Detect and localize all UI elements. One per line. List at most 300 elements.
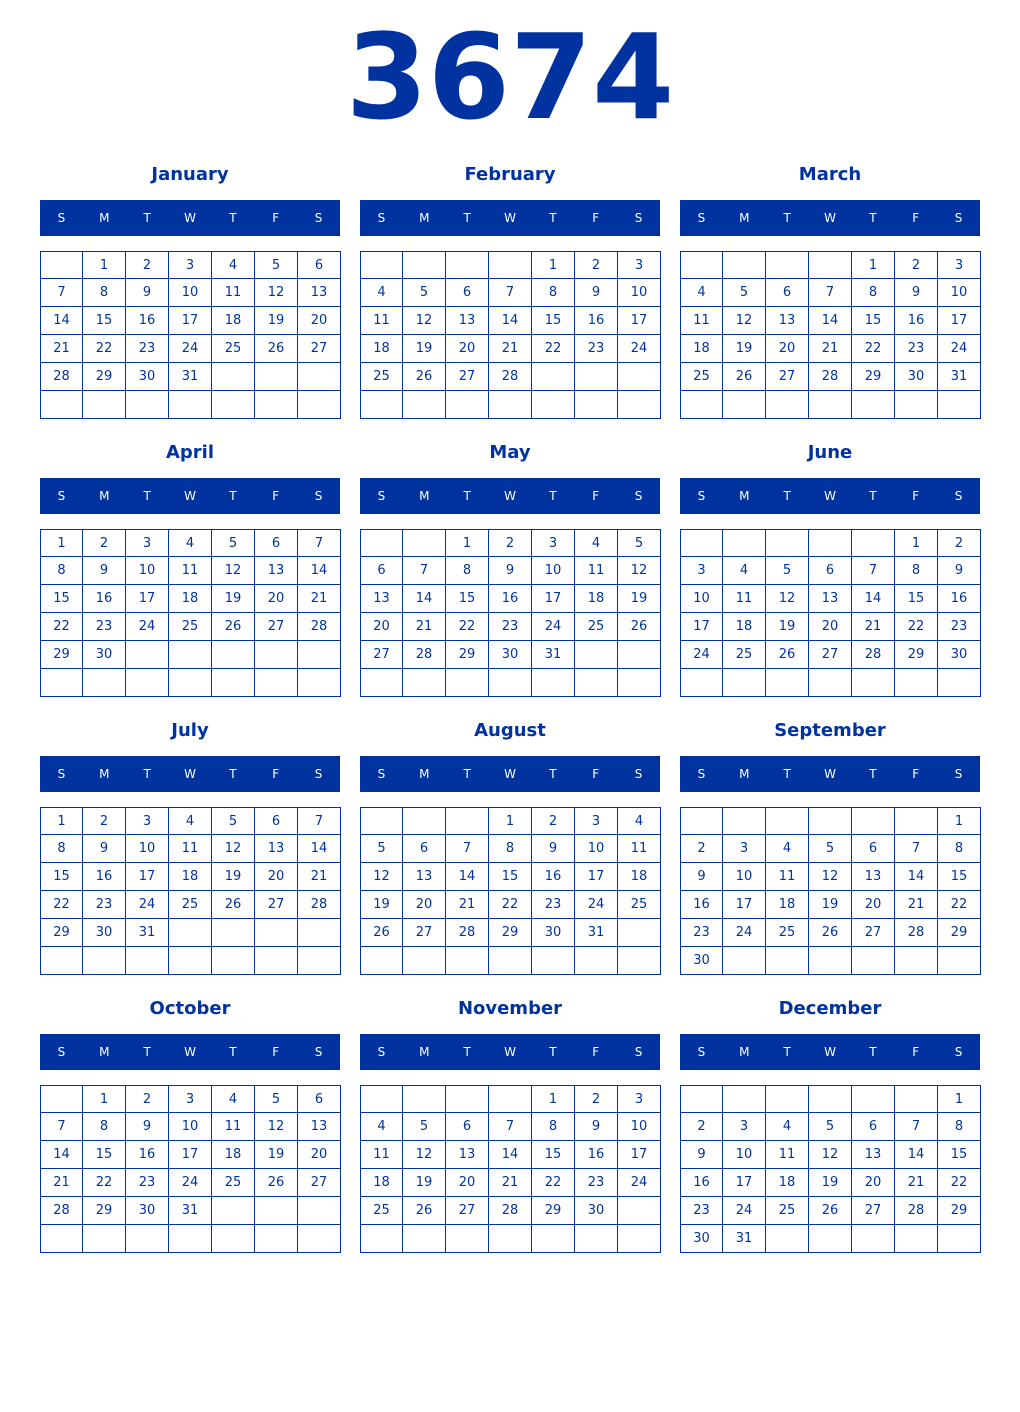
day-cell: 14 <box>852 585 895 613</box>
day-cell: 9 <box>489 557 532 585</box>
day-cell: 16 <box>575 1141 618 1169</box>
day-cell: 22 <box>938 1169 981 1197</box>
day-cell: 7 <box>895 1113 938 1141</box>
day-cell: 21 <box>40 335 83 363</box>
day-cell: 27 <box>360 641 403 669</box>
day-cell <box>489 391 532 419</box>
day-cell <box>766 1225 809 1253</box>
weekday-label: S <box>697 767 706 781</box>
day-cell <box>298 391 341 419</box>
day-cell: 4 <box>575 529 618 557</box>
day-cell: 20 <box>255 863 298 891</box>
day-cell: 22 <box>489 891 532 919</box>
weekday-label: T <box>463 489 471 503</box>
day-cell: 18 <box>169 585 212 613</box>
weekday-label: S <box>314 211 323 225</box>
day-cell: 27 <box>446 363 489 391</box>
day-cell: 12 <box>403 307 446 335</box>
day-cell: 22 <box>83 1169 126 1197</box>
day-cell: 2 <box>83 529 126 557</box>
day-cell <box>40 669 83 697</box>
day-cell <box>723 251 766 279</box>
day-cell: 28 <box>809 363 852 391</box>
day-cell: 7 <box>852 557 895 585</box>
day-cell: 25 <box>169 613 212 641</box>
weekday-label: W <box>504 767 516 781</box>
day-cell <box>618 919 661 947</box>
day-cell <box>809 669 852 697</box>
day-cell: 15 <box>938 863 981 891</box>
day-cell: 2 <box>532 807 575 835</box>
day-cell: 21 <box>895 1169 938 1197</box>
day-cell: 6 <box>852 1113 895 1141</box>
day-grid <box>40 251 341 420</box>
day-cell: 6 <box>360 557 403 585</box>
day-cell: 8 <box>83 279 126 307</box>
day-cell: 24 <box>618 1169 661 1197</box>
weekday-label: T <box>143 211 151 225</box>
weekday-label: F <box>592 1045 600 1059</box>
weekday-label: M <box>99 767 110 781</box>
day-cell: 5 <box>403 279 446 307</box>
day-cell: 10 <box>680 585 723 613</box>
weekday-label: M <box>99 211 110 225</box>
day-cell: 23 <box>83 613 126 641</box>
day-cell: 16 <box>680 891 723 919</box>
day-cell: 6 <box>298 251 341 279</box>
day-cell: 12 <box>403 1141 446 1169</box>
weekday-label: F <box>912 1045 920 1059</box>
day-cell: 10 <box>126 835 169 863</box>
day-cell <box>723 669 766 697</box>
weekday-header <box>680 478 980 514</box>
day-cell: 20 <box>809 613 852 641</box>
day-cell: 4 <box>723 557 766 585</box>
day-cell <box>618 947 661 975</box>
weekday-label: T <box>549 1045 557 1059</box>
day-cell: 21 <box>446 891 489 919</box>
day-cell: 25 <box>360 363 403 391</box>
day-cell: 4 <box>680 279 723 307</box>
day-cell <box>575 641 618 669</box>
day-cell: 20 <box>255 585 298 613</box>
day-cell: 3 <box>618 1085 661 1113</box>
day-cell: 29 <box>83 363 126 391</box>
day-cell <box>575 363 618 391</box>
day-cell: 10 <box>938 279 981 307</box>
day-cell: 8 <box>83 1113 126 1141</box>
day-cell <box>126 669 169 697</box>
day-cell <box>575 1225 618 1253</box>
day-cell <box>852 807 895 835</box>
weekday-label: T <box>783 1045 791 1059</box>
day-cell: 21 <box>852 613 895 641</box>
day-cell: 5 <box>360 835 403 863</box>
day-cell: 14 <box>298 835 341 863</box>
day-cell: 30 <box>489 641 532 669</box>
day-cell: 24 <box>169 335 212 363</box>
day-cell: 3 <box>575 807 618 835</box>
weekday-label: S <box>57 489 66 503</box>
day-cell: 7 <box>895 835 938 863</box>
day-cell <box>212 1225 255 1253</box>
day-cell: 17 <box>126 585 169 613</box>
day-cell: 19 <box>212 863 255 891</box>
day-cell: 2 <box>575 1085 618 1113</box>
day-cell: 18 <box>766 1169 809 1197</box>
day-cell: 2 <box>575 251 618 279</box>
day-cell: 4 <box>169 529 212 557</box>
day-cell: 26 <box>360 919 403 947</box>
day-cell: 23 <box>575 335 618 363</box>
month-title: May <box>489 442 531 463</box>
day-grid <box>360 251 661 420</box>
day-cell: 2 <box>938 529 981 557</box>
day-cell: 31 <box>126 919 169 947</box>
day-cell: 9 <box>895 279 938 307</box>
day-cell: 15 <box>83 307 126 335</box>
day-cell <box>532 391 575 419</box>
day-cell: 9 <box>938 557 981 585</box>
day-cell: 9 <box>680 1141 723 1169</box>
day-cell: 2 <box>126 251 169 279</box>
day-cell: 15 <box>852 307 895 335</box>
day-cell: 10 <box>532 557 575 585</box>
day-cell: 2 <box>489 529 532 557</box>
day-cell <box>212 391 255 419</box>
weekday-label: M <box>99 1045 110 1059</box>
day-cell: 30 <box>680 1225 723 1253</box>
weekday-label: T <box>229 211 237 225</box>
day-cell: 9 <box>680 863 723 891</box>
day-cell: 20 <box>446 335 489 363</box>
day-cell: 19 <box>212 585 255 613</box>
day-cell: 31 <box>169 1197 212 1225</box>
weekday-header <box>360 200 660 236</box>
day-grid <box>360 1085 661 1254</box>
day-cell: 11 <box>766 863 809 891</box>
day-cell <box>403 947 446 975</box>
weekday-label: S <box>377 767 386 781</box>
day-cell <box>895 1225 938 1253</box>
day-cell <box>446 251 489 279</box>
day-cell: 12 <box>360 863 403 891</box>
day-cell: 25 <box>575 613 618 641</box>
day-cell: 26 <box>403 1197 446 1225</box>
day-cell: 3 <box>532 529 575 557</box>
day-cell <box>809 807 852 835</box>
day-cell <box>126 1225 169 1253</box>
day-cell <box>723 391 766 419</box>
day-cell: 12 <box>255 279 298 307</box>
day-cell: 13 <box>298 1113 341 1141</box>
day-grid <box>40 1085 341 1254</box>
day-cell: 25 <box>766 1197 809 1225</box>
day-cell: 5 <box>809 835 852 863</box>
day-cell: 20 <box>403 891 446 919</box>
day-cell: 2 <box>680 835 723 863</box>
day-cell <box>766 251 809 279</box>
weekday-label: W <box>824 211 836 225</box>
day-cell: 25 <box>618 891 661 919</box>
day-cell: 30 <box>126 1197 169 1225</box>
day-cell <box>618 363 661 391</box>
day-cell: 8 <box>938 1113 981 1141</box>
day-cell <box>938 669 981 697</box>
day-cell <box>680 807 723 835</box>
day-cell: 20 <box>298 307 341 335</box>
day-cell: 19 <box>618 585 661 613</box>
day-cell <box>809 1085 852 1113</box>
weekday-label: T <box>463 1045 471 1059</box>
weekday-label: W <box>184 489 196 503</box>
day-cell: 30 <box>575 1197 618 1225</box>
day-cell: 9 <box>575 1113 618 1141</box>
day-cell <box>575 947 618 975</box>
weekday-label: T <box>869 489 877 503</box>
day-cell: 31 <box>575 919 618 947</box>
weekday-label: W <box>184 211 196 225</box>
day-cell: 28 <box>895 919 938 947</box>
day-cell: 6 <box>255 807 298 835</box>
day-cell <box>446 807 489 835</box>
day-cell <box>83 947 126 975</box>
day-cell: 27 <box>852 919 895 947</box>
day-cell <box>298 363 341 391</box>
day-cell: 9 <box>126 1113 169 1141</box>
day-cell: 17 <box>618 307 661 335</box>
day-cell: 21 <box>895 891 938 919</box>
day-cell: 8 <box>40 557 83 585</box>
day-cell <box>169 919 212 947</box>
day-cell <box>766 529 809 557</box>
day-cell: 10 <box>126 557 169 585</box>
day-cell: 24 <box>532 613 575 641</box>
day-cell: 4 <box>766 1113 809 1141</box>
day-cell <box>680 1085 723 1113</box>
weekday-label: T <box>549 489 557 503</box>
day-cell: 24 <box>723 1197 766 1225</box>
weekday-header <box>680 756 980 792</box>
day-cell <box>255 1197 298 1225</box>
day-cell: 28 <box>40 363 83 391</box>
day-cell <box>212 947 255 975</box>
day-cell: 15 <box>40 863 83 891</box>
day-cell: 28 <box>446 919 489 947</box>
day-cell: 30 <box>532 919 575 947</box>
day-cell: 9 <box>126 279 169 307</box>
day-cell: 17 <box>618 1141 661 1169</box>
day-cell: 31 <box>532 641 575 669</box>
day-cell: 29 <box>895 641 938 669</box>
day-cell: 28 <box>852 641 895 669</box>
day-cell: 19 <box>403 335 446 363</box>
day-cell <box>212 641 255 669</box>
day-cell <box>446 1225 489 1253</box>
weekday-label: F <box>912 767 920 781</box>
day-cell: 26 <box>809 919 852 947</box>
weekday-label: S <box>57 767 66 781</box>
day-cell: 5 <box>766 557 809 585</box>
day-cell <box>809 391 852 419</box>
day-cell: 18 <box>360 1169 403 1197</box>
day-cell: 12 <box>212 557 255 585</box>
day-cell <box>895 947 938 975</box>
day-cell <box>212 919 255 947</box>
day-cell: 16 <box>938 585 981 613</box>
day-cell: 5 <box>255 251 298 279</box>
day-cell <box>618 641 661 669</box>
day-cell: 11 <box>680 307 723 335</box>
month-title: December <box>778 998 882 1019</box>
day-cell <box>532 669 575 697</box>
day-cell <box>360 807 403 835</box>
day-cell: 17 <box>938 307 981 335</box>
weekday-label: T <box>869 1045 877 1059</box>
weekday-label: M <box>99 489 110 503</box>
day-cell: 25 <box>169 891 212 919</box>
day-cell <box>489 947 532 975</box>
weekday-label: S <box>697 1045 706 1059</box>
day-cell: 30 <box>126 363 169 391</box>
day-cell <box>360 669 403 697</box>
day-cell: 8 <box>895 557 938 585</box>
day-cell: 21 <box>298 585 341 613</box>
day-cell: 23 <box>532 891 575 919</box>
day-cell <box>895 1085 938 1113</box>
day-cell <box>360 1085 403 1113</box>
weekday-label: F <box>912 211 920 225</box>
day-cell: 7 <box>446 835 489 863</box>
day-cell: 20 <box>360 613 403 641</box>
day-cell: 24 <box>169 1169 212 1197</box>
weekday-label: S <box>314 767 323 781</box>
day-cell <box>575 669 618 697</box>
day-cell: 22 <box>40 891 83 919</box>
day-cell <box>403 529 446 557</box>
day-cell <box>852 1225 895 1253</box>
weekday-header <box>40 478 340 514</box>
weekday-label: S <box>634 1045 643 1059</box>
day-cell: 29 <box>446 641 489 669</box>
day-cell <box>255 391 298 419</box>
day-cell: 16 <box>489 585 532 613</box>
weekday-label: T <box>869 767 877 781</box>
weekday-label: W <box>824 489 836 503</box>
day-cell <box>938 947 981 975</box>
day-cell: 2 <box>895 251 938 279</box>
day-cell: 17 <box>723 891 766 919</box>
day-cell: 24 <box>938 335 981 363</box>
day-cell: 18 <box>618 863 661 891</box>
day-cell: 24 <box>680 641 723 669</box>
day-cell: 17 <box>169 1141 212 1169</box>
day-cell <box>298 1225 341 1253</box>
month-title: April <box>165 442 215 463</box>
day-cell: 22 <box>40 613 83 641</box>
day-cell <box>895 391 938 419</box>
day-cell: 13 <box>255 557 298 585</box>
day-cell: 12 <box>618 557 661 585</box>
day-cell: 22 <box>83 335 126 363</box>
day-cell: 16 <box>895 307 938 335</box>
day-cell: 1 <box>532 1085 575 1113</box>
day-cell <box>723 947 766 975</box>
day-cell: 27 <box>298 1169 341 1197</box>
day-grid <box>40 529 341 698</box>
weekday-label: S <box>377 489 386 503</box>
day-cell: 22 <box>532 335 575 363</box>
day-cell: 8 <box>446 557 489 585</box>
day-cell: 26 <box>723 363 766 391</box>
day-cell <box>852 947 895 975</box>
day-cell: 8 <box>489 835 532 863</box>
weekday-label: S <box>634 767 643 781</box>
day-cell: 28 <box>895 1197 938 1225</box>
day-cell: 16 <box>680 1169 723 1197</box>
day-cell <box>852 669 895 697</box>
day-cell: 11 <box>360 1141 403 1169</box>
day-cell: 15 <box>40 585 83 613</box>
day-cell: 3 <box>618 251 661 279</box>
weekday-label: F <box>272 489 280 503</box>
weekday-label: S <box>954 489 963 503</box>
day-cell: 11 <box>169 557 212 585</box>
day-cell: 21 <box>489 335 532 363</box>
day-cell: 17 <box>680 613 723 641</box>
day-cell <box>618 391 661 419</box>
month-title: March <box>798 164 862 185</box>
weekday-label: S <box>314 1045 323 1059</box>
month-title: November <box>457 998 563 1019</box>
day-cell: 23 <box>680 1197 723 1225</box>
weekday-header <box>360 1034 660 1070</box>
day-cell: 12 <box>809 863 852 891</box>
day-cell: 29 <box>938 919 981 947</box>
day-cell: 26 <box>766 641 809 669</box>
day-cell: 26 <box>212 891 255 919</box>
day-cell <box>446 669 489 697</box>
day-cell: 4 <box>212 251 255 279</box>
day-cell <box>40 1085 83 1113</box>
day-cell <box>938 1225 981 1253</box>
day-cell: 25 <box>723 641 766 669</box>
weekday-label: M <box>419 211 430 225</box>
day-cell: 11 <box>766 1141 809 1169</box>
day-cell: 22 <box>446 613 489 641</box>
day-cell <box>255 641 298 669</box>
day-cell <box>40 1225 83 1253</box>
day-cell <box>489 1085 532 1113</box>
day-cell: 5 <box>723 279 766 307</box>
day-cell <box>169 947 212 975</box>
weekday-label: T <box>549 767 557 781</box>
day-cell <box>212 1197 255 1225</box>
weekday-label: S <box>697 489 706 503</box>
day-cell <box>255 363 298 391</box>
day-cell <box>766 807 809 835</box>
day-cell: 4 <box>169 807 212 835</box>
day-cell: 6 <box>403 835 446 863</box>
day-cell: 24 <box>575 891 618 919</box>
day-cell: 11 <box>212 279 255 307</box>
day-cell: 17 <box>532 585 575 613</box>
day-cell <box>169 1225 212 1253</box>
day-cell: 13 <box>255 835 298 863</box>
day-cell: 1 <box>489 807 532 835</box>
day-cell <box>446 947 489 975</box>
day-cell: 27 <box>446 1197 489 1225</box>
